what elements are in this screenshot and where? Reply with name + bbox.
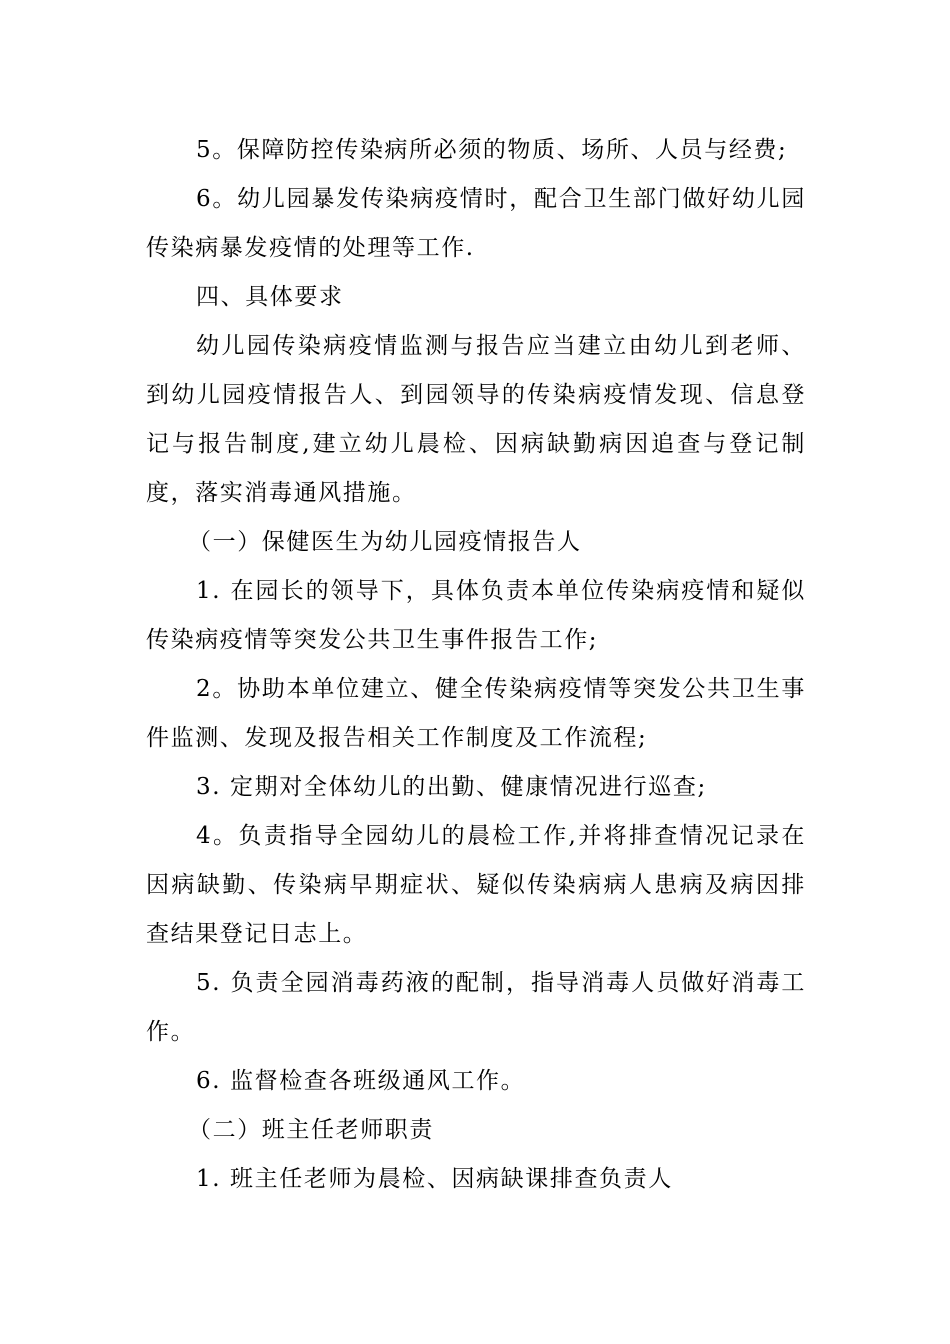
list-item-1-2: 2。协助本单位建立、健全传染病疫情等突发公共卫生事件监测、发现及报告相关工作制度及工作流程; (146, 676, 806, 751)
list-item-1-1: 1. 在园长的领导下，具体负责本单位传染病疫情和疑似传染病疫情等突发公共卫生事件报告工作; (146, 578, 806, 653)
list-item-1-6: 6. 监督检查各班级通风工作。 (196, 1068, 526, 1094)
list-item-1-3: 3. 定期对全体幼儿的出勤、健康情况进行巡查; (196, 774, 707, 800)
paragraph-item-5: 5。保障防控传染病所必须的物质、场所、人员与经费; (196, 137, 788, 163)
document-page (146, 126, 806, 1204)
subsection-heading-1: （一）保健医生为幼儿园疫情报告人 (188, 529, 582, 555)
list-item-1-5: 5. 负责全园消毒药液的配制，指导消毒人员做好消毒工作。 (146, 970, 806, 1045)
subsection-heading-2: （二）班主任老师职责 (188, 1117, 434, 1143)
paragraph-requirements-intro: 幼儿园传染病疫情监测与报告应当建立由幼儿到老师、到幼儿园疫情报告人、到园领导的传染病疫情发现、信息登记与报告制度,建立幼儿晨检、因病缺勤病因追查与登记制度，落实消毒通风措施。 (146, 333, 806, 506)
list-item-2-1: 1. 班主任老师为晨检、因病缺课排查负责人 (196, 1166, 673, 1192)
paragraph-item-6: 6。幼儿园暴发传染病疫情时，配合卫生部门做好幼儿园传染病暴发疫情的处理等工作. (146, 186, 806, 261)
section-heading-requirements: 四、具体要求 (196, 284, 344, 310)
list-item-1-4: 4。负责指导全园幼儿的晨检工作,并将排查情况记录在因病缺勤、传染病早期症状、疑似传染病病人患病及病因排查结果登记日志上。 (146, 823, 806, 947)
